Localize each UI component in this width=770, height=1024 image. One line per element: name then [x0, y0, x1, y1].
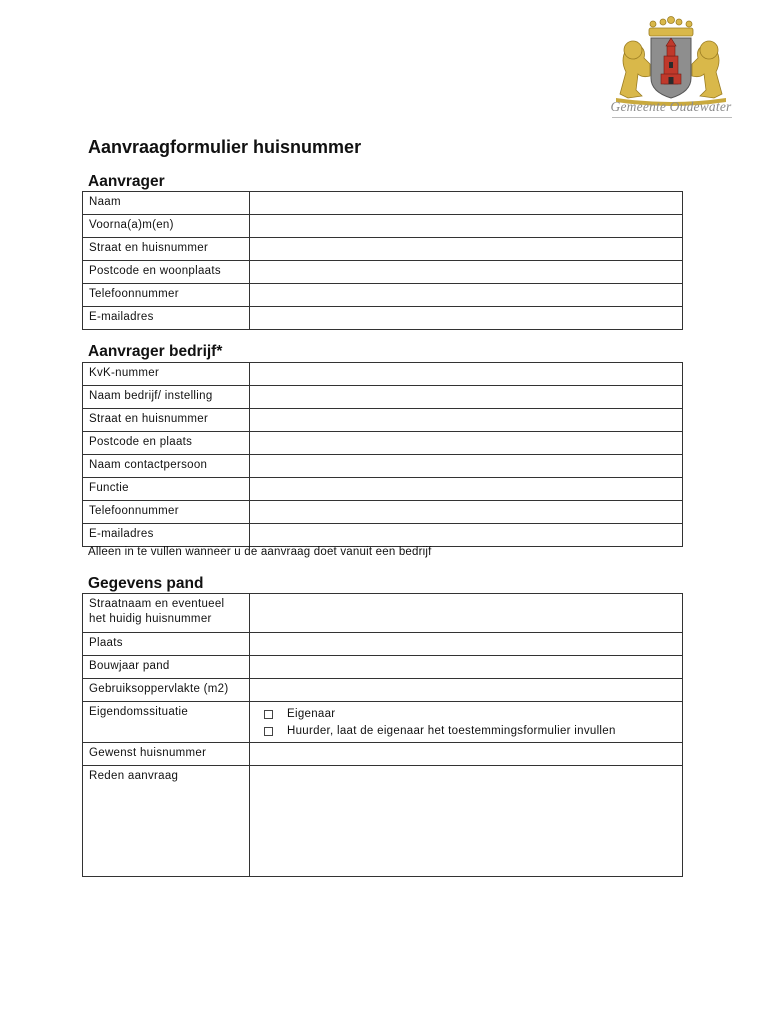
applicant-table: [82, 191, 683, 330]
property-label: Gewenst huisnummer: [83, 743, 250, 766]
company-kvk-field[interactable]: [250, 363, 683, 386]
table-row: [83, 215, 683, 238]
reason-field[interactable]: [250, 766, 683, 877]
company-label: E-mailadres: [83, 524, 250, 547]
desired-number-field[interactable]: [250, 743, 683, 766]
table-row: [83, 261, 683, 284]
property-place-field[interactable]: [250, 633, 683, 656]
company-table: [82, 362, 683, 547]
company-postcode-field[interactable]: [250, 432, 683, 455]
table-row: [83, 284, 683, 307]
section-title-company: Aanvrager bedrijf*: [88, 343, 223, 360]
table-row: [83, 656, 683, 679]
company-label: Straat en huisnummer: [83, 409, 250, 432]
table-row: [83, 743, 683, 766]
ownership-option-tenant[interactable]: [256, 724, 676, 739]
property-area-field[interactable]: [250, 679, 683, 702]
table-row: [83, 501, 683, 524]
applicant-label: Straat en huisnummer: [83, 238, 250, 261]
applicant-label: Telefoonnummer: [83, 284, 250, 307]
table-row: [83, 386, 683, 409]
company-function-field[interactable]: [250, 478, 683, 501]
company-contact-field[interactable]: [250, 455, 683, 478]
applicant-name-field[interactable]: [250, 192, 683, 215]
applicant-postcode-field[interactable]: [250, 261, 683, 284]
table-row: [83, 702, 683, 743]
table-row: [83, 594, 683, 633]
company-label: Naam bedrijf/ instelling: [83, 386, 250, 409]
applicant-label: Voorna(a)m(en): [83, 215, 250, 238]
applicant-email-field[interactable]: [250, 307, 683, 330]
table-row: [83, 524, 683, 547]
property-label: Plaats: [83, 633, 250, 656]
form-title: Aanvraagformulier huisnummer: [88, 137, 362, 157]
applicant-phone-field[interactable]: [250, 284, 683, 307]
table-row: [83, 409, 683, 432]
property-year-field[interactable]: [250, 656, 683, 679]
property-label: Reden aanvraag: [83, 766, 250, 877]
table-row: [83, 455, 683, 478]
applicant-label: E-mailadres: [83, 307, 250, 330]
table-row: [83, 238, 683, 261]
applicant-label: Naam: [83, 192, 250, 215]
company-label: Naam contactpersoon: [83, 455, 250, 478]
company-phone-field[interactable]: [250, 501, 683, 524]
logo-underline: [612, 117, 732, 118]
company-label: KvK-nummer: [83, 363, 250, 386]
section-title-property: Gegevens pand: [88, 575, 204, 592]
ownership-option-label: Eigenaar: [287, 708, 336, 720]
company-label: Telefoonnummer: [83, 501, 250, 524]
table-row: [83, 363, 683, 386]
table-row: [83, 307, 683, 330]
company-label: Functie: [83, 478, 250, 501]
company-street-field[interactable]: [250, 409, 683, 432]
property-street-field[interactable]: [250, 594, 683, 633]
table-row: [83, 679, 683, 702]
ownership-option-owner[interactable]: [256, 707, 676, 722]
property-label: Eigendomssituatie: [83, 702, 250, 743]
company-name-field[interactable]: [250, 386, 683, 409]
company-note: Alleen in te vullen wanneer u de aanvraag doet vanuit een bedrijf: [88, 546, 432, 558]
table-row: [83, 766, 683, 877]
table-row: [83, 633, 683, 656]
checkbox-icon[interactable]: [264, 727, 273, 736]
property-label: Gebruiksoppervlakte (m2): [83, 679, 250, 702]
applicant-firstnames-field[interactable]: [250, 215, 683, 238]
table-row: [83, 192, 683, 215]
property-label: Bouwjaar pand: [83, 656, 250, 679]
ownership-options: [250, 702, 683, 743]
table-row: [83, 432, 683, 455]
table-row: [83, 478, 683, 501]
company-label: Postcode en plaats: [83, 432, 250, 455]
applicant-label: Postcode en woonplaats: [83, 261, 250, 284]
applicant-street-field[interactable]: [250, 238, 683, 261]
municipality-logo-text: Gemeente Oudewater: [610, 99, 732, 114]
section-title-applicant: Aanvrager: [88, 173, 165, 190]
property-label: Straatnaam en eventueel het huidig huisnummer: [83, 594, 250, 633]
company-email-field[interactable]: [250, 524, 683, 547]
property-table: [82, 593, 683, 877]
ownership-option-label: Huurder, laat de eigenaar het toestemmingsformulier invullen: [287, 725, 616, 737]
checkbox-icon[interactable]: [264, 710, 273, 719]
